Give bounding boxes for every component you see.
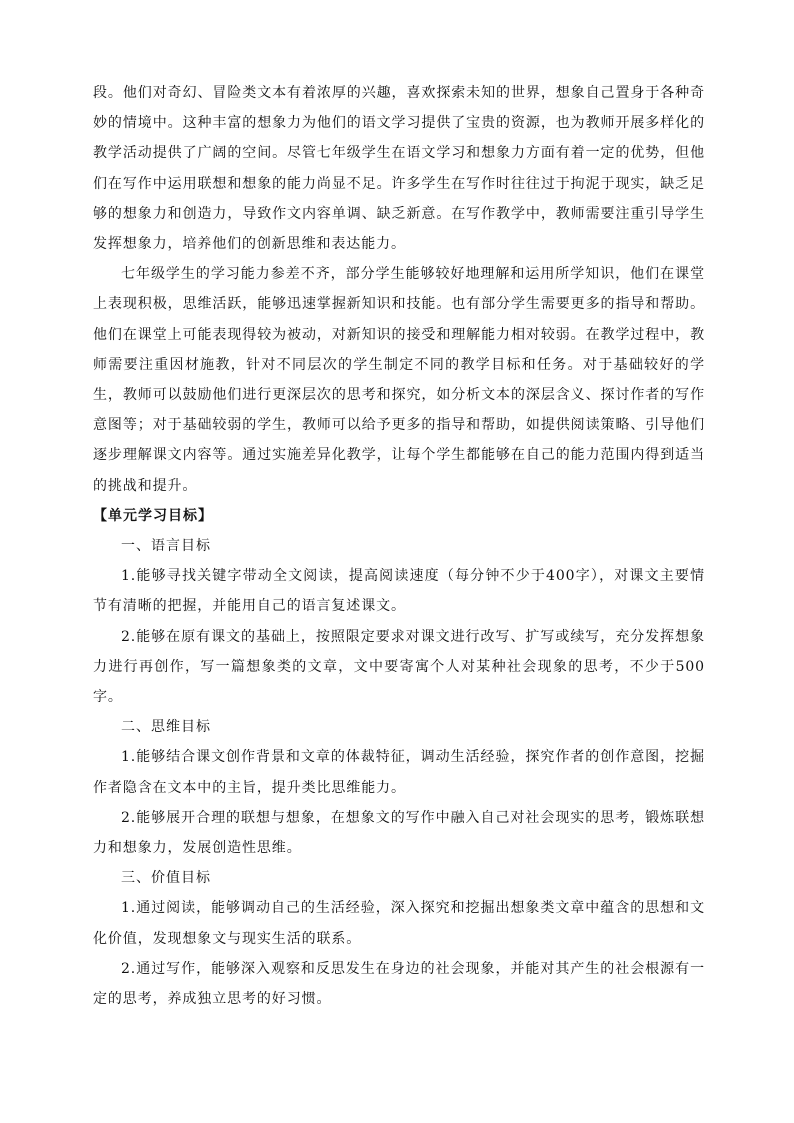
value-goal-heading: 三、价值目标 xyxy=(121,870,211,887)
document-page xyxy=(93,78,705,1014)
paragraph-student-imagination: 段。他们对奇幻、冒险类文本有着浓厚的兴趣，喜欢探索未知的世界，想象自己置身于各种奇妙的情境中。这种丰富的想象力为他们的语文学习提供了宝贵的资源，也为教师开展多样化的教学活动提供了广阔的空间。尽管七年级学生在语文学习和想象力方面有着一定的优势，但他们在写作中运用联想和想象的能力尚显不足。许多学生在写作时往往过于拘泥于现实，缺乏足够的想象力和创造力，导致作文内容单调、缺乏新意。在写作教学中，教师需要注重引导学生发挥想象力，培养他们的创新思维和表达能力。 xyxy=(93,85,705,253)
value-goal-item-1: 1.通过阅读，能够调动自己的生活经验，深入探究和挖掘出想象类文章中蕴含的思想和文化价值，发现想象文与现实生活的联系。 xyxy=(93,900,705,947)
language-goal-item-2: 2.能够在原有课文的基础上，按照限定要求对课文进行改写、扩写或续写，充分发挥想象力进行再创作，写一篇想象类的文章，文中要寄寓个人对某种社会现象的思考，不少于500字。 xyxy=(93,628,705,706)
language-goal-heading: 一、语言目标 xyxy=(121,538,211,555)
value-goal-item-2: 2.通过写作，能够深入观察和反思发生在身边的社会现象，并能对其产生的社会根源有一定的思考，养成独立思考的好习惯。 xyxy=(93,960,705,1008)
thinking-goal-item-1: 1.能够结合课文创作背景和文章的体裁特征，调动生活经验，探究作者的创作意图，挖掘作者隐含在文本中的主旨，提升类比思维能力。 xyxy=(93,749,705,796)
thinking-goal-heading: 二、思维目标 xyxy=(121,719,211,736)
section-title: 【单元学习目标】 xyxy=(93,507,213,524)
language-goal-item-1: 1.能够寻找关键字带动全文阅读，提高阅读速度（每分钟不少于400字），对课文主要情节有清晰的把握，并能用自己的语言复述课文。 xyxy=(93,568,705,615)
thinking-goal-item-2: 2.能够展开合理的联想与想象，在想象文的写作中融入自己对社会现实的思考，锻炼联想力和想象力，发展创造性思维。 xyxy=(93,809,705,857)
paragraph-learning-ability: 七年级学生的学习能力参差不齐，部分学生能够较好地理解和运用所学知识，他们在课堂上表现积极，思维活跃，能够迅速掌握新知识和技能。也有部分学生需要更多的指导和帮助。他们在课堂上可能表现得较为被动，对新知识的接受和理解能力相对较弱。在教学过程中，教师需要注重因材施教，针对不同层次的学生制定不同的教学目标和任务。对于基础较好的学生，教师可以鼓励他们进行更深层次的思考和探究，如分析文本的深层含义、探讨作者的写作意图等；对于基础较弱的学生，教师可以给予更多的指导和帮助，如提供阅读策略、引导他们逐步理解课文内容等。通过实施差异化教学，让每个学生都能够在自己的能力范围内得到适当的挑战和提升。 xyxy=(93,266,705,494)
